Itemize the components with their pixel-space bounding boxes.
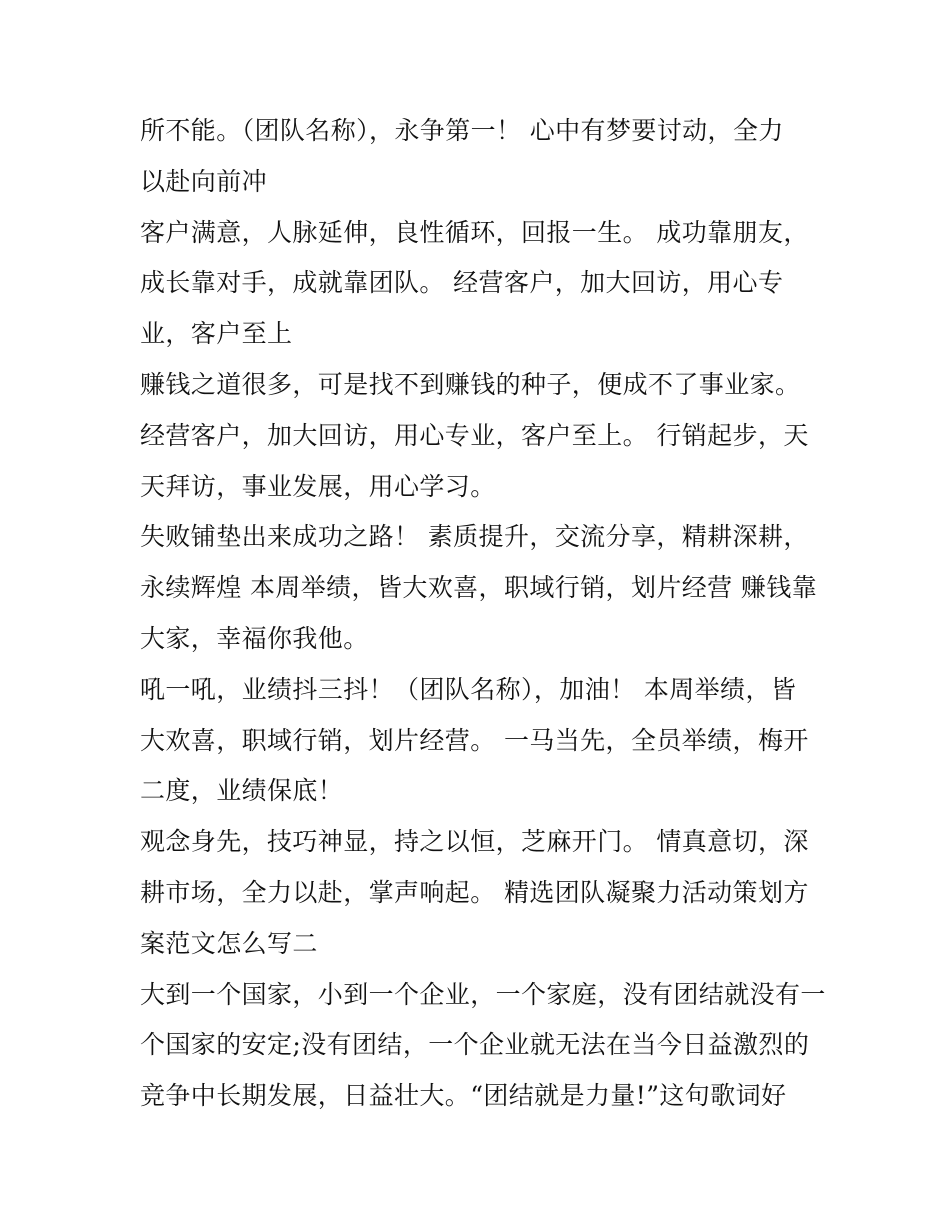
text-line-14: 二度，业绩保底！	[140, 776, 344, 806]
text-line-17: 案范文怎么写二	[140, 928, 318, 958]
document-body	[140, 106, 830, 1122]
text-line-16: 耕市场，全力以赴，掌声响起。 精选团队凝聚力活动策划方	[140, 877, 809, 907]
text-line-9: 失败铺垫出来成功之路！ 素质提升，交流分享，精耕深耕，	[140, 522, 809, 552]
text-line-13: 大欢喜，职域行销，划片经营。 一马当先，全员举绩，梅开	[140, 725, 809, 755]
text-line-1: 所不能。（团队名称），永争第一！ 心中有梦要讨动，全力	[140, 116, 784, 145]
text-line-7: 经营客户，加大回访，用心专业，客户至上。 行销起步，天	[140, 420, 809, 450]
text-line-20: 竞争中长期发展，日益壮大。“团结就是力量!”这句歌词好	[140, 1081, 787, 1111]
text-line-15: 观念身先，技巧神显，持之以恒，芝麻开门。 情真意切，深	[140, 827, 809, 857]
text-line-12: 吼一吼，业绩抖三抖！（团队名称），加油！ 本周举绩，皆	[140, 674, 797, 704]
text-line-18: 大到一个国家，小到一个企业，一个家庭，没有团结就没有一	[140, 979, 826, 1009]
text-line-11: 大家，幸福你我他。	[140, 623, 369, 653]
text-line-2: 以赴向前冲	[140, 166, 268, 196]
text-line-8: 天拜访，事业发展，用心学习。	[140, 471, 496, 501]
text-line-4: 成长靠对手，成就靠团队。 经营客户，加大回访，用心专	[140, 268, 784, 298]
text-line-19: 个国家的安定;没有团结，一个企业就无法在当今日益激烈的	[140, 1030, 810, 1060]
text-line-5: 业，客户至上	[140, 319, 293, 349]
text-line-10: 永续辉煌 本周举绩，皆大欢喜，职域行销，划片经营 赚钱靠	[140, 573, 818, 603]
text-line-3: 客户满意，人脉延伸，良性循环，回报一生。 成功靠朋友，	[140, 217, 809, 247]
text-line-6: 赚钱之道很多，可是找不到赚钱的种子，便成不了事业家。	[140, 369, 801, 399]
